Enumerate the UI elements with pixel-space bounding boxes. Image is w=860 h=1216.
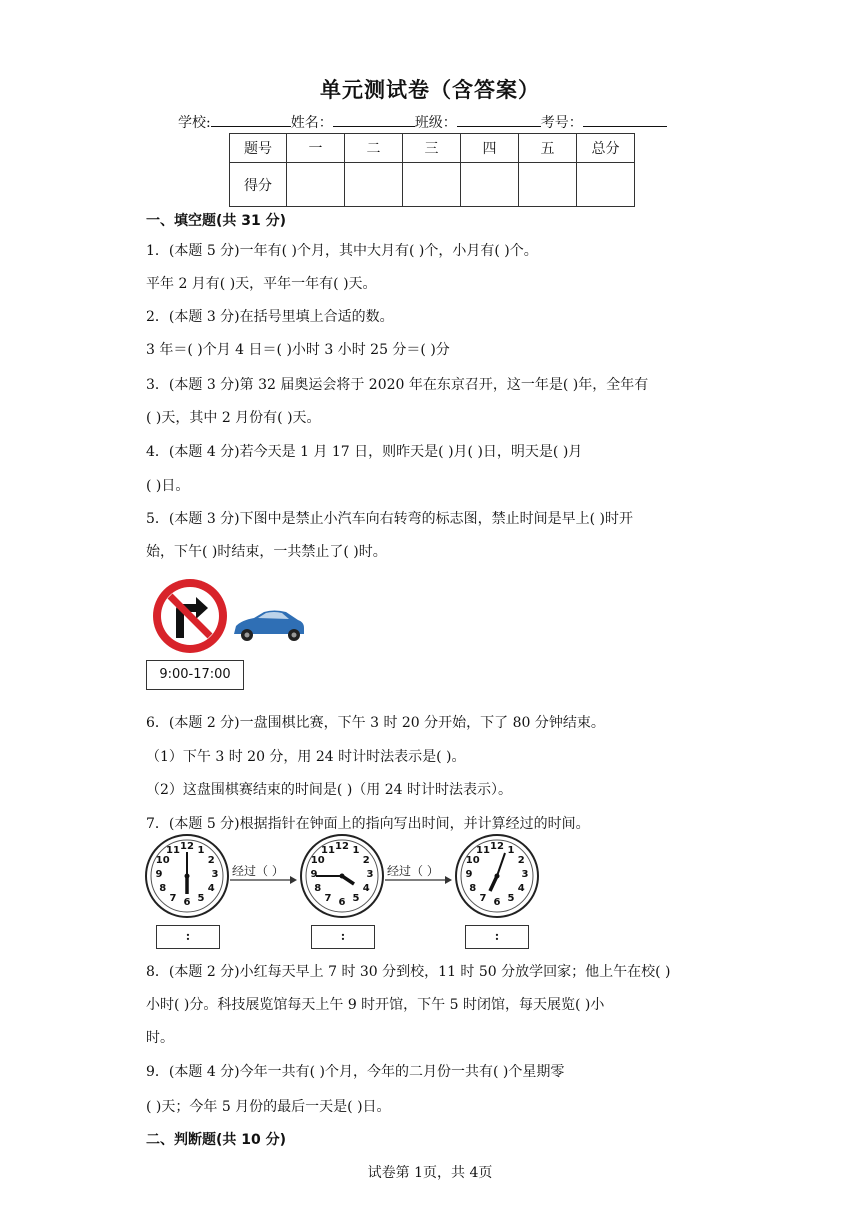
section-heading-true-false: 二、判断题(共 10 分): [146, 1132, 287, 1148]
q5-line2: 始，下午( )时结束，一共禁止了( )时。: [146, 544, 387, 560]
clock-3-numeral: 9: [465, 869, 473, 880]
clock-2-numeral: 1: [352, 844, 360, 856]
q3-line2: ( )天，其中 2 月份有( )天。: [146, 410, 321, 426]
page-footer: 试卷第 1页，共 4页: [367, 1165, 493, 1181]
score-row-label: 得分: [230, 163, 287, 207]
q7-line1: 7．(本题 5 分)根据指针在钟面上的指向写出时间，并计算经过的时间。: [146, 816, 590, 832]
score-table: [229, 133, 635, 207]
clock-1-numeral: 4: [207, 883, 215, 894]
elapsed-label-2: 经过（ ）: [387, 864, 439, 878]
exam-no-blank[interactable]: [583, 112, 667, 127]
score-header-cell: 二: [345, 134, 403, 163]
page-title: 单元测试卷（含答案）: [320, 78, 540, 102]
clock-1-numeral: 6: [183, 897, 191, 908]
class-blank[interactable]: [457, 112, 541, 127]
q5-line1: 5．(本题 3 分)下图中是禁止小汽车向右转弯的标志图，禁止时间是早上( )时开: [146, 511, 634, 527]
clock-1-numeral: 7: [169, 893, 177, 905]
clock-3-numeral: 8: [469, 883, 477, 894]
clock-2-numeral: 5: [352, 893, 360, 905]
clock-2-numeral: 9: [310, 869, 318, 880]
q9-line2: ( )天；今年 5 月份的最后一天是( )日。: [146, 1099, 391, 1115]
q1-line1: 1．(本题 5 分)一年有( )个月，其中大月有( )个，小月有( )个。: [146, 243, 538, 259]
clock-2-numeral: 2: [362, 855, 370, 866]
q2-line2: 3 年＝( )个月 4 日＝( )小时 3 小时 25 分＝( )分: [146, 342, 450, 358]
clock-1-numeral: 2: [207, 855, 215, 866]
name-blank[interactable]: [333, 112, 415, 127]
clock-2-answer-box[interactable]: :: [311, 925, 375, 949]
score-header-cell: 三: [403, 134, 461, 163]
q6-line1: 6．(本题 2 分)一盘围棋比赛，下午 3 时 20 分开始，下了 80 分钟结束。: [146, 715, 605, 731]
score-cell[interactable]: [519, 163, 577, 207]
clock-3-numeral: 10: [465, 855, 480, 866]
prohibition-time-box: 9:00-17:00: [146, 660, 244, 690]
clock-3-numeral: 1: [507, 844, 515, 856]
clock-3-numeral: 12: [490, 841, 504, 852]
school-label: 学校:: [178, 115, 211, 131]
score-header-cell: 题号: [230, 134, 287, 163]
clock-1-numeral: 5: [197, 893, 205, 905]
clock-1-numeral: 9: [155, 869, 163, 880]
q1-line2: 平年 2 月有( )天，平年一年有( )天。: [146, 276, 377, 292]
clock-3-numeral: 6: [493, 897, 501, 908]
exam-no-label: 考号：: [540, 115, 583, 131]
q8-line2: 小时( )分。科技展览馆每天上午 9 时开馆，下午 5 时闭馆，每天展览( )小: [146, 997, 605, 1013]
clock-1-numeral: 11: [166, 844, 180, 856]
clock-3-numeral: 2: [517, 855, 525, 866]
clock-2-numeral: 7: [324, 893, 332, 905]
clock-1-numeral: 10: [155, 855, 170, 866]
q2-line1: 2．(本题 3 分)在括号里填上合适的数。: [146, 309, 394, 325]
name-label: 姓名：: [290, 115, 333, 131]
score-cell[interactable]: [577, 163, 635, 207]
score-header-cell: 一: [287, 134, 345, 163]
q4-line1: 4．(本题 4 分)若今天是 1 月 17 日，则昨天是( )月( )日，明天是( )月: [146, 444, 583, 460]
clock-2-numeral: 6: [338, 897, 346, 908]
clock-2-numeral: 12: [335, 841, 349, 852]
score-header-cell: 四: [461, 134, 519, 163]
clock-2-numeral: 3: [366, 869, 374, 880]
q6-line2: （1）下午 3 时 20 分，用 24 时计时法表示是( )。: [146, 749, 466, 765]
car-icon: [234, 611, 304, 642]
clock-2-numeral: 10: [310, 855, 325, 866]
clock-3-numeral: 11: [476, 844, 490, 856]
clock-1-numeral: 3: [211, 869, 219, 880]
clock-1-numeral: 8: [159, 883, 167, 894]
q3-line1: 3．(本题 3 分)第 32 届奥运会将于 2020 年在东京召开，这一年是( )年，全年有: [146, 377, 649, 393]
score-header-cell: 五: [519, 134, 577, 163]
section-heading-fill-in: 一、填空题(共 31 分): [146, 213, 287, 229]
score-cell[interactable]: [287, 163, 345, 207]
elapsed-label-1: 经过（ ）: [232, 864, 284, 878]
clock-3-numeral: 3: [521, 869, 529, 880]
school-blank[interactable]: [211, 112, 291, 127]
score-cell[interactable]: [345, 163, 403, 207]
clock-1-answer-box[interactable]: :: [156, 925, 220, 949]
clock-2-numeral: 8: [314, 883, 322, 894]
q9-line1: 9．(本题 4 分)今年一共有( )个月，今年的二月份一共有( )个星期零: [146, 1064, 565, 1080]
score-table-header-row: [230, 134, 635, 163]
q4-line2: ( )日。: [146, 478, 190, 494]
score-table-score-row: [230, 163, 635, 207]
q8-line3: 时。: [146, 1030, 174, 1046]
score-header-cell: 总分: [577, 134, 635, 163]
score-cell[interactable]: [403, 163, 461, 207]
clock-3-numeral: 4: [517, 883, 525, 894]
no-right-turn-sign-icon: [153, 579, 227, 653]
clock-3-numeral: 5: [507, 893, 515, 905]
clock-2-numeral: 11: [321, 844, 335, 856]
no-right-turn-sign-figure: [146, 576, 306, 656]
q8-line1: 8．(本题 2 分)小红每天早上 7 时 30 分到校，11 时 50 分放学回家；他上午在校( ): [146, 964, 671, 980]
student-info-line: [178, 112, 667, 132]
clock-1-numeral: 12: [180, 841, 194, 852]
clock-3-answer-box[interactable]: :: [465, 925, 529, 949]
clock-3-numeral: 7: [479, 893, 487, 905]
clock-2-numeral: 4: [362, 883, 370, 894]
class-label: 班级：: [414, 115, 457, 131]
clock-1-numeral: 1: [197, 844, 205, 856]
q6-line3: （2）这盘围棋赛结束的时间是( )（用 24 时计时法表示）。: [146, 782, 512, 798]
score-cell[interactable]: [461, 163, 519, 207]
